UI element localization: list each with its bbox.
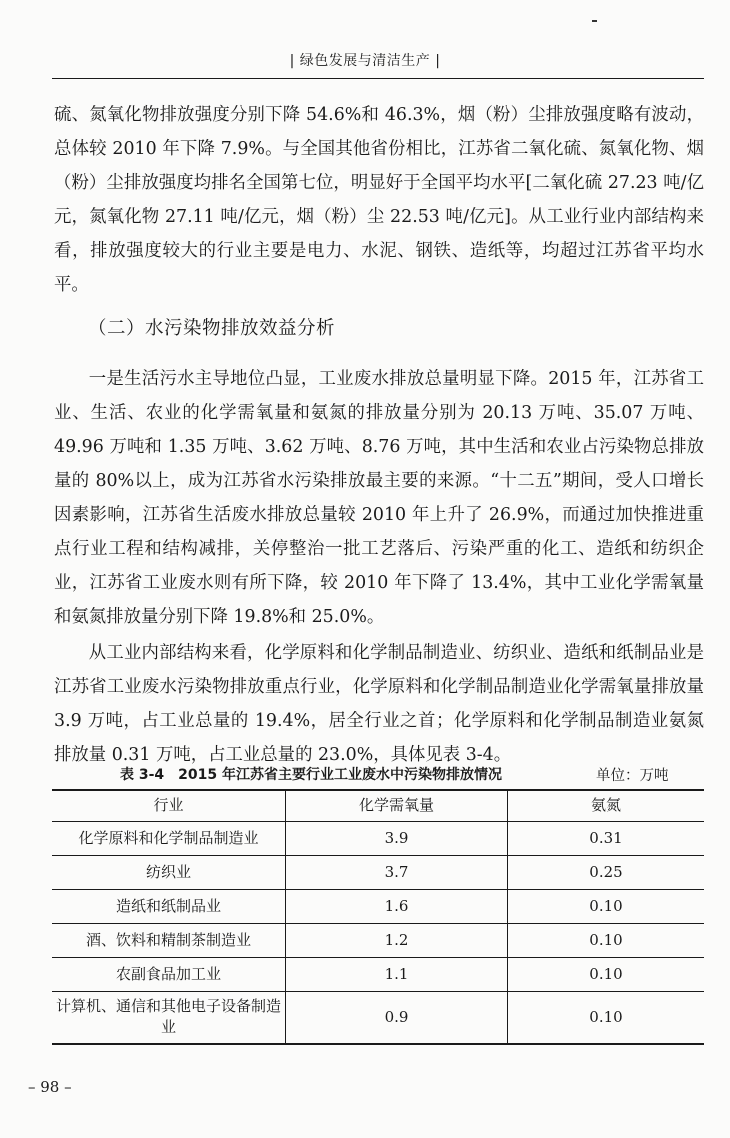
page-number: – 98 –	[28, 1078, 72, 1096]
cell-industry: 计算机、通信和其他电子设备制造业	[52, 991, 286, 1044]
section-heading: （二）水污染物排放效益分析	[88, 318, 336, 339]
running-header: | 绿色发展与清洁生产 |	[289, 53, 441, 69]
cell-nh3n: 0.10	[508, 923, 705, 957]
header-nh3n: 氨氮	[508, 790, 705, 821]
cell-nh3n: 0.10	[508, 991, 705, 1044]
header-cod: 化学需氧量	[286, 790, 508, 821]
paragraph-3: 从工业内部结构来看，化学原料和化学制品制造业、纺织业、造纸和纸制品业是江苏省工业废水污染物排放重点行业，化学原料和化学制品制造业化学需氧量排放量 3.9 万吨，占工业总量的 19.4%，居全行业之首；化学原料和化学制品制造业氨氮排放量 0.31 万吨，占工业总量的 23.0%，具体见表 3-4。	[54, 643, 704, 765]
cell-cod: 1.2	[286, 923, 508, 957]
cell-cod: 1.1	[286, 957, 508, 991]
cell-cod: 0.9	[286, 991, 508, 1044]
cell-nh3n: 0.25	[508, 855, 705, 889]
cell-cod: 1.6	[286, 889, 508, 923]
table-row	[52, 923, 704, 957]
cell-cod: 3.9	[286, 821, 508, 855]
table-row	[52, 855, 704, 889]
table-row	[52, 991, 704, 1044]
cell-nh3n: 0.10	[508, 957, 705, 991]
cell-industry: 农副食品加工业	[52, 957, 286, 991]
table-unit: 单位：万吨	[596, 768, 669, 784]
paragraph-1: 硫、氮氧化物排放强度分别下降 54.6%和 46.3%，烟（粉）尘排放强度略有波动，总体较 2010 年下降 7.9%。与全国其他省份相比，江苏省二氧化硫、氮氧化物、烟（粉）尘排放强度均排名全国第七位，明显好于全国平均水平[二氧化硫 27.23 吨/亿元，氮氧化物 27.11 吨/亿元，烟（粉）尘 22.53 吨/亿元]。从工业行业内部结构来看，排放强度较大的行业主要是电力、水泥、钢铁、造纸等，均超过江苏省平均水平。	[54, 105, 704, 295]
cell-nh3n: 0.31	[508, 821, 705, 855]
cell-cod: 3.7	[286, 855, 508, 889]
paragraph-2: 一是生活污水主导地位凸显，工业废水排放总量明显下降。2015 年，江苏省工业、生活、农业的化学需氧量和氨氮的排放量分别为 20.13 万吨、35.07 万吨、49.96 万吨和 1.35 万吨、3.62 万吨、8.76 万吨，其中生活和农业占污染物总排放量的 80%以上，成为江苏省水污染排放最主要的来源。“十二五”期间，受人口增长因素影响，江苏省生活废水排放总量较 2010 年上升了 26.9%，而通过加快推进重点行业工程和结构减排，关停整治一批工艺落后、污染严重的化工、造纸和纺织企业，江苏省工业废水则有所下降，较 2010 年下降了 13.4%，其中工业化学需氧量和氨氮排放量分别下降 19.8%和 25.0%。	[54, 369, 704, 627]
header-rule	[52, 78, 704, 79]
table-caption	[120, 764, 720, 784]
header-industry: 行业	[52, 790, 286, 821]
table-row	[52, 821, 704, 855]
cell-industry: 化学原料和化学制品制造业	[52, 821, 286, 855]
table-caption-title: 表 3-4 2015 年江苏省主要行业工业废水中污染物排放情况	[120, 767, 503, 783]
table-row	[52, 889, 704, 923]
scan-speck	[592, 20, 597, 22]
emissions-table	[52, 789, 704, 1045]
cell-industry: 造纸和纸制品业	[52, 889, 286, 923]
table-header-row	[52, 790, 704, 821]
cell-industry: 酒、饮料和精制茶制造业	[52, 923, 286, 957]
cell-industry: 纺织业	[52, 855, 286, 889]
cell-nh3n: 0.10	[508, 889, 705, 923]
table-row	[52, 957, 704, 991]
